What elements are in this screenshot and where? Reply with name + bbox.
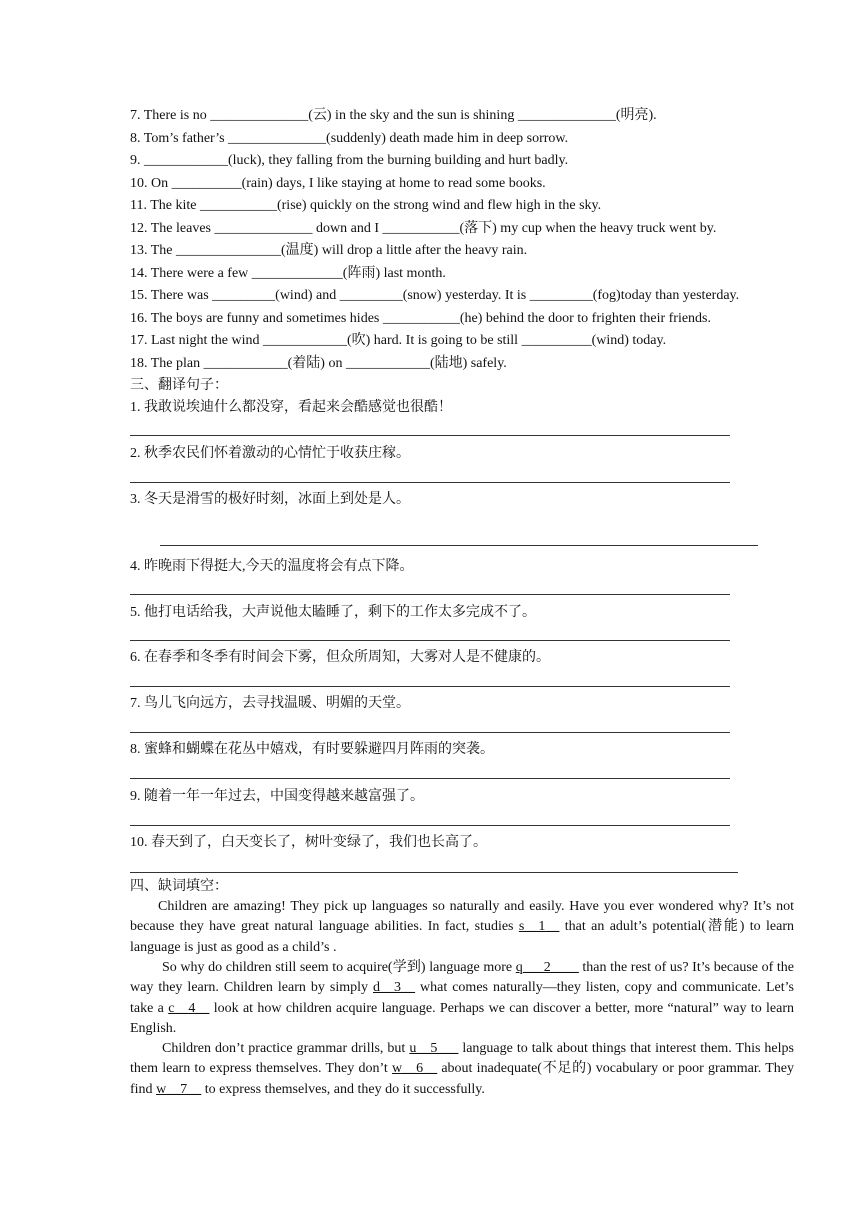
translation-item-3: 3. 冬天是滑雪的极好时刻，冰面上到处是人。: [130, 492, 410, 507]
cloze-text: Children are amazing! They pick up languages so naturally and easily. Have you ever wondered why? It’s not because they have great natural language abilities. In fact, studies: [130, 899, 794, 935]
exercise-item-16: 16. The boys are funny and sometimes hides ___________(he) behind the door to frighten their friends.: [130, 311, 712, 326]
translation-item-7: 7. 鸟儿飞向远方，去寻找温暖、明媚的天堂。: [130, 696, 410, 711]
cloze-blank-3[interactable]: d__3__: [373, 980, 415, 996]
answer-line-3[interactable]: [160, 545, 758, 546]
cloze-blank-4[interactable]: c__4__: [168, 1000, 210, 1016]
translation-item-1: 1. 我敢说埃迪什么都没穿，看起来会酷感觉也很酷！: [130, 400, 452, 415]
exercise-item-12: 12. The leaves ______________ down and I ___________(落下) my cup when the heavy truck went by.: [130, 221, 717, 236]
answer-line-6[interactable]: [130, 686, 730, 687]
translation-item-5: 5. 他打电话给我，大声说他太瞌睡了，剩下的工作太多完成不了。: [130, 605, 536, 620]
cloze-text: look at how children acquire language. Perhaps we can discover a better, more “natural” way to learn English.: [130, 1000, 795, 1036]
cloze-text: about inadequate(不足的) vocabulary or poor grammar. They find: [130, 1061, 794, 1097]
answer-line-2[interactable]: [130, 482, 730, 483]
translation-item-4: 4. 昨晚雨下得挺大,今天的温度将会有点下降。: [130, 559, 414, 574]
answer-line-9[interactable]: [130, 825, 730, 826]
cloze-text: Children don’t practice grammar drills, but: [162, 1041, 410, 1056]
exercise-item-8: 8. Tom’s father’s ______________(suddenly) death made him in deep sorrow.: [130, 131, 569, 146]
cloze-blank-2[interactable]: q___2____: [515, 960, 579, 975]
exercise-item-10: 10. On __________(rain) days, I like staying at home to read some books.: [130, 176, 546, 191]
cloze-paragraph-1: [130, 897, 794, 958]
cloze-blank-5[interactable]: u__5___: [409, 1041, 459, 1056]
section-title-cloze: 四、缺词填空：: [130, 879, 228, 894]
translation-item-6: 6. 在春季和冬季有时间会下雾，但众所周知，大雾对人是不健康的。: [130, 650, 550, 665]
cloze-text: to express themselves, and they do it successfully.: [201, 1081, 485, 1097]
cloze-text: language to talk about things that interest them. This helps them learn to express themselves. They don’t: [130, 1041, 794, 1077]
translation-item-8: 8. 蜜蜂和蝴蝶在花丛中嬉戏，有时要躲避四月阵雨的突袭。: [130, 742, 494, 757]
section-title-translation: 三、翻译句子：: [130, 378, 228, 393]
cloze-text: than the rest of us? It’s because of the way they learn. Children learn by simply: [130, 960, 794, 996]
answer-line-5[interactable]: [130, 640, 730, 641]
translation-item-2: 2. 秋季农民们怀着激动的心情忙于收获庄稼。: [130, 446, 410, 461]
cloze-blank-1[interactable]: s__1__: [518, 919, 560, 935]
exercise-item-15: 15. There was _________(wind) and _________(snow) yesterday. It is _________(fog)today than yesterday.: [130, 288, 740, 303]
exercise-item-14: 14. There were a few _____________(阵雨) last month.: [130, 266, 446, 281]
answer-line-7[interactable]: [130, 732, 730, 733]
exercise-item-9: 9. ____________(luck), they falling from the burning building and hurt badly.: [130, 153, 569, 168]
translation-item-9: 9. 随着一年一年过去，中国变得越来越富强了。: [130, 789, 424, 804]
answer-line-10[interactable]: [130, 872, 738, 873]
answer-line-8[interactable]: [130, 778, 730, 779]
exercise-item-18: 18. The plan ____________(着陆) on ____________(陆地) safely.: [130, 356, 507, 371]
exercise-item-17: 17. Last night the wind ____________(吹) hard. It is going to be still __________(wind) today.: [130, 333, 667, 348]
answer-line-1[interactable]: [130, 435, 730, 436]
cloze-blank-7[interactable]: w__7__: [156, 1081, 202, 1097]
exercise-item-11: 11. The kite ___________(rise) quickly on the strong wind and flew high in the sky.: [130, 198, 602, 213]
exercise-item-7: 7. There is no ______________(云) in the sky and the sun is shining ______________(明亮).: [130, 108, 657, 123]
cloze-text: that an adult’s potential(潜能) to learn language is just as good as a child’s .: [130, 919, 794, 955]
cloze-paragraph-2: [130, 958, 794, 1039]
translation-item-10: 10. 春天到了，白天变长了，树叶变绿了，我们也长高了。: [130, 835, 487, 850]
answer-line-4[interactable]: [130, 594, 730, 595]
cloze-blank-6[interactable]: w__6__: [391, 1061, 438, 1077]
cloze-text: So why do children still seem to acquire(学到) language more: [162, 960, 516, 975]
cloze-text: what comes naturally—they listen, copy and communicate. Let’s take a: [130, 980, 794, 1016]
cloze-paragraph-3: [130, 1039, 794, 1100]
exercise-item-13: 13. The _______________(温度) will drop a little after the heavy rain.: [130, 243, 528, 258]
